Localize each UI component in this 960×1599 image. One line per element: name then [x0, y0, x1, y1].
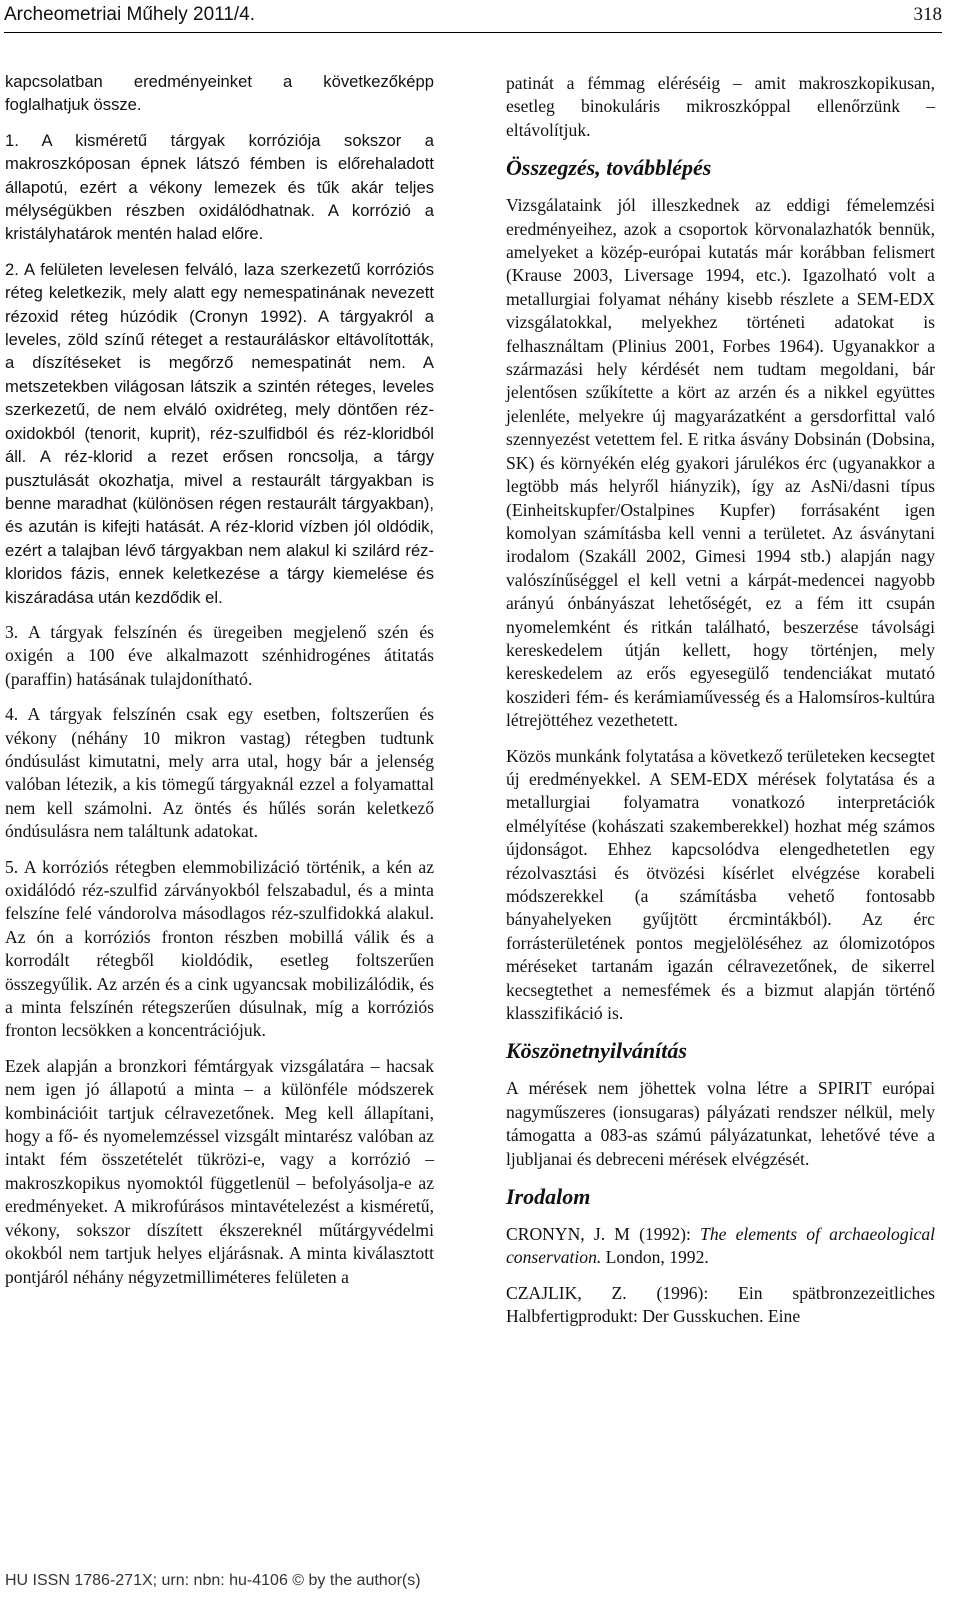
journal-title: Archeometriai Műhely 2011/4.	[4, 4, 255, 25]
paragraph: Közös munkánk folytatása a következő területeken kecsegtet új eredményekkel. A SEM-EDX mérések folytatása és a metallurgiai folyamatra vonatkozó interpretációk elmélyítése (kohászati szakemberekkel) hozhat még számos újdonságot. Ehhez kapcsolódva elengedhetetlen egy rézolvasztási és ötvözési kísérlet elvégzése korabeli módszerekkel (a számításba vehető fontosabb bányahelyeken gyűjtött ércmintákból). Az érc forrásterületének pontos megjelöléséhez az ólomizotópos méréseket tartanám igazán célravezetőnek, de sikerrel kecsegtethet a nemesfémek és a bizmut alapján történő klasszifikáció is.	[506, 745, 935, 1024]
running-header	[4, 2, 942, 33]
page-number: 318	[913, 4, 942, 25]
paragraph: 5. A korróziós rétegben elemmobilizáció történik, a kén az oxidálódó réz-szulfid zárványokból felszabadul, és a minta felszíne felé vándorolva másodlagos réz-szulfidokká alakul. Az ón a korróziós fronton részben mobillá válik és a korrodált rétegből kioldódik, esetleg foltszerűen összegyűlik. Az arzén és a cink ugyancsak mobilizálódik, és a minta felszínén rétegszerűen dúsulnak, míg a korróziós fronton lecsökken a koncentrációjuk.	[5, 856, 434, 1041]
paragraph: patinát a fémmag eléréséig – amit makroszkopikusan, esetleg binokuláris mikroszkóppal ellenőrzünk – eltávolítjuk.	[506, 73, 935, 140]
reference-title: The elements of archaeological conservation.	[506, 1224, 936, 1268]
paragraph: 4. A tárgyak felszínén csak egy esetben, foltszerűen és vékony (néhány 10 mikron vastag) rétegben tudtunk óndúsulást kimutatni, mely arra utal, hogy bár a jelenség valóban létezik, a kis tömegű tárgyaknál ezzel a folyamattal nem kell számolni. Az öntés és hűlés során keletkező óndúsulásra nem találtunk adatokat.	[5, 704, 434, 842]
footer: HU ISSN 1786-271X; urn: nbn: hu-4106 © by the author(s)	[5, 1572, 421, 1589]
section-heading: Összegzés, továbblépés	[506, 155, 712, 181]
section-heading: Irodalom	[506, 1184, 591, 1210]
reference-entry: CZAJLIK, Z. (1996): Ein spätbronzezeitliches Halbfertigprodukt: Der Gusskuchen. Eine	[506, 1282, 935, 1327]
paragraph: 3. A tárgyak felszínén és üregeiben megjelenő szén és oxigén a 100 éve alkalmazott szénhidrogénes átitatás (paraffin) hatásának tulajdonítható.	[5, 621, 434, 689]
right-column	[506, 72, 935, 1341]
paragraph: Vizsgálataink jól illeszkednek az eddigi fémelemzési eredményeihez, azok a csoportok körvonalazhatók bennük, amelyeket a közép-európai kutatás már korábban felismert (Krause 2003, Liversage 1994, etc.). Igazolható volt a metallurgiai folyamat néhány kisebb részlete a SEM-EDX vizsgálatokkal, melyekhez történeti adatokat is felhasználtam (Plinius 2001, Forbes 1964). Ugyanakkor a származási hely kérdését nem tudtam megoldani, bár jelentősen szűkítette a kört az arzén és a nikkel együttes jelenléte, melyekre új magyarázatként a gersdorfittal való szennyezést vetettem fel. E ritka ásvány Dobsinán (Dobsina, SK) és környékén elég gyakori járulékos érc (ugyanakkor a legtöbb más helyről hiányzik), így az AsNi/dasni típus (Einheitskupfer/Ostalpines Kupfer) forrásaként igen komolyan számításba kell venni a területet. Az ásványtani irodalom (Szakáll 2002, Gimesi 1994 stb.) alapján nagy valószínűséggel el kell vetni a kárpát-medencei nagyobb arányú ónbányászat lehetőségét, ez a fém itt csupán nyomelemként és ritkán található, beszerzése távolsági kereskedelem útján kellett, hogy történjen, mely kereskedelem az erős egyesegülő tendenciákat mutató koszideri fém- és kerámiaművesség és a Halomsíros-kultúra létrejöttéhez vezethetett.	[506, 195, 935, 731]
paragraph: 2. A felületen levelesen felváló, laza szerkezetű korróziós réteg keletkezik, mely alatt egy nemespatinának nevezett rézoxid réteg húzódik (Cronyn 1992). A tárgyakról a leveles, zöld színű réteget a restauráláskor eltávolították, a díszítéseket is megőrző nemespatinát nem. A metszetekben világosan látszik a szintén réteges, leveles szerkezetű, de nem elváló oxidréteg, mely döntően réz-oxidokból (tenorit, kuprit), réz-szulfidból és réz-kloridból áll. A réz-klorid a rezet erősen roncsolja, a tárgy pusztulását okozhatja, mivel a restaurált tárgyakban is benne maradhat (különösen régen restaurált tárgyakban), és azután is kifejti hatását. A réz-klorid vízben jól oldódik, ezért a talajban lévő tárgyakban nem alakul ki szilárd réz-kloridos fázis, ennek keletkezése a tárgy kiemelése és kiszáradása után kezdődik el.	[5, 259, 434, 607]
section-heading: Köszönetnyilvánítás	[506, 1038, 687, 1064]
reference-authors: CRONYN, J. M (1992):	[506, 1224, 701, 1245]
reference-place: London, 1992.	[601, 1247, 709, 1268]
left-column	[5, 70, 434, 1301]
paragraph: 1. A kisméretű tárgyak korróziója sokszor a makroszkóposan épnek látszó fémben is előrehaladott állapotú, ezért a vékony lemezek és tűk akár teljes mélységükben részben oxidálódhatnak. A korrózió a kristályhatárok mentén halad előre.	[5, 130, 434, 244]
paragraph: A mérések nem jöhettek volna létre a SPIRIT európai nagyműszeres (ionsugaras) pályázati rendszer nélkül, mely támogatta a 083-as számú pályázatunkat, lehetővé téve a ljubljanai és debreceni mérések elvégzését.	[506, 1078, 935, 1169]
paragraph: Ezek alapján a bronzkori fémtárgyak vizsgálatára – hacsak nem igen jó állapotú a minta – a különféle módszerek kombinációit tartjuk célravezetőnek. Meg kell állapítani, hogy a fő- és nyomelemzéssel vizsgált mintarész valóban az intakt fém összetételét tükrözi-e, vagy a korrózió – makroszkopikus nyomoktól függetlenül – befolyásolja-e az eredményeket. A mikrofúrásos mintavételezést a kisméretű, vékony, sokszor díszített ékszereknél műtárgyvédelmi okokból nem tartjuk helyes eljárásnak. A minta kiválasztott pontjáról néhány négyzetmilliméteres felületen a	[5, 1055, 434, 1287]
reference-entry	[506, 1223, 935, 1270]
paragraph: kapcsolatban eredményeinket a következőképp foglalhatjuk össze.	[5, 72, 434, 115]
